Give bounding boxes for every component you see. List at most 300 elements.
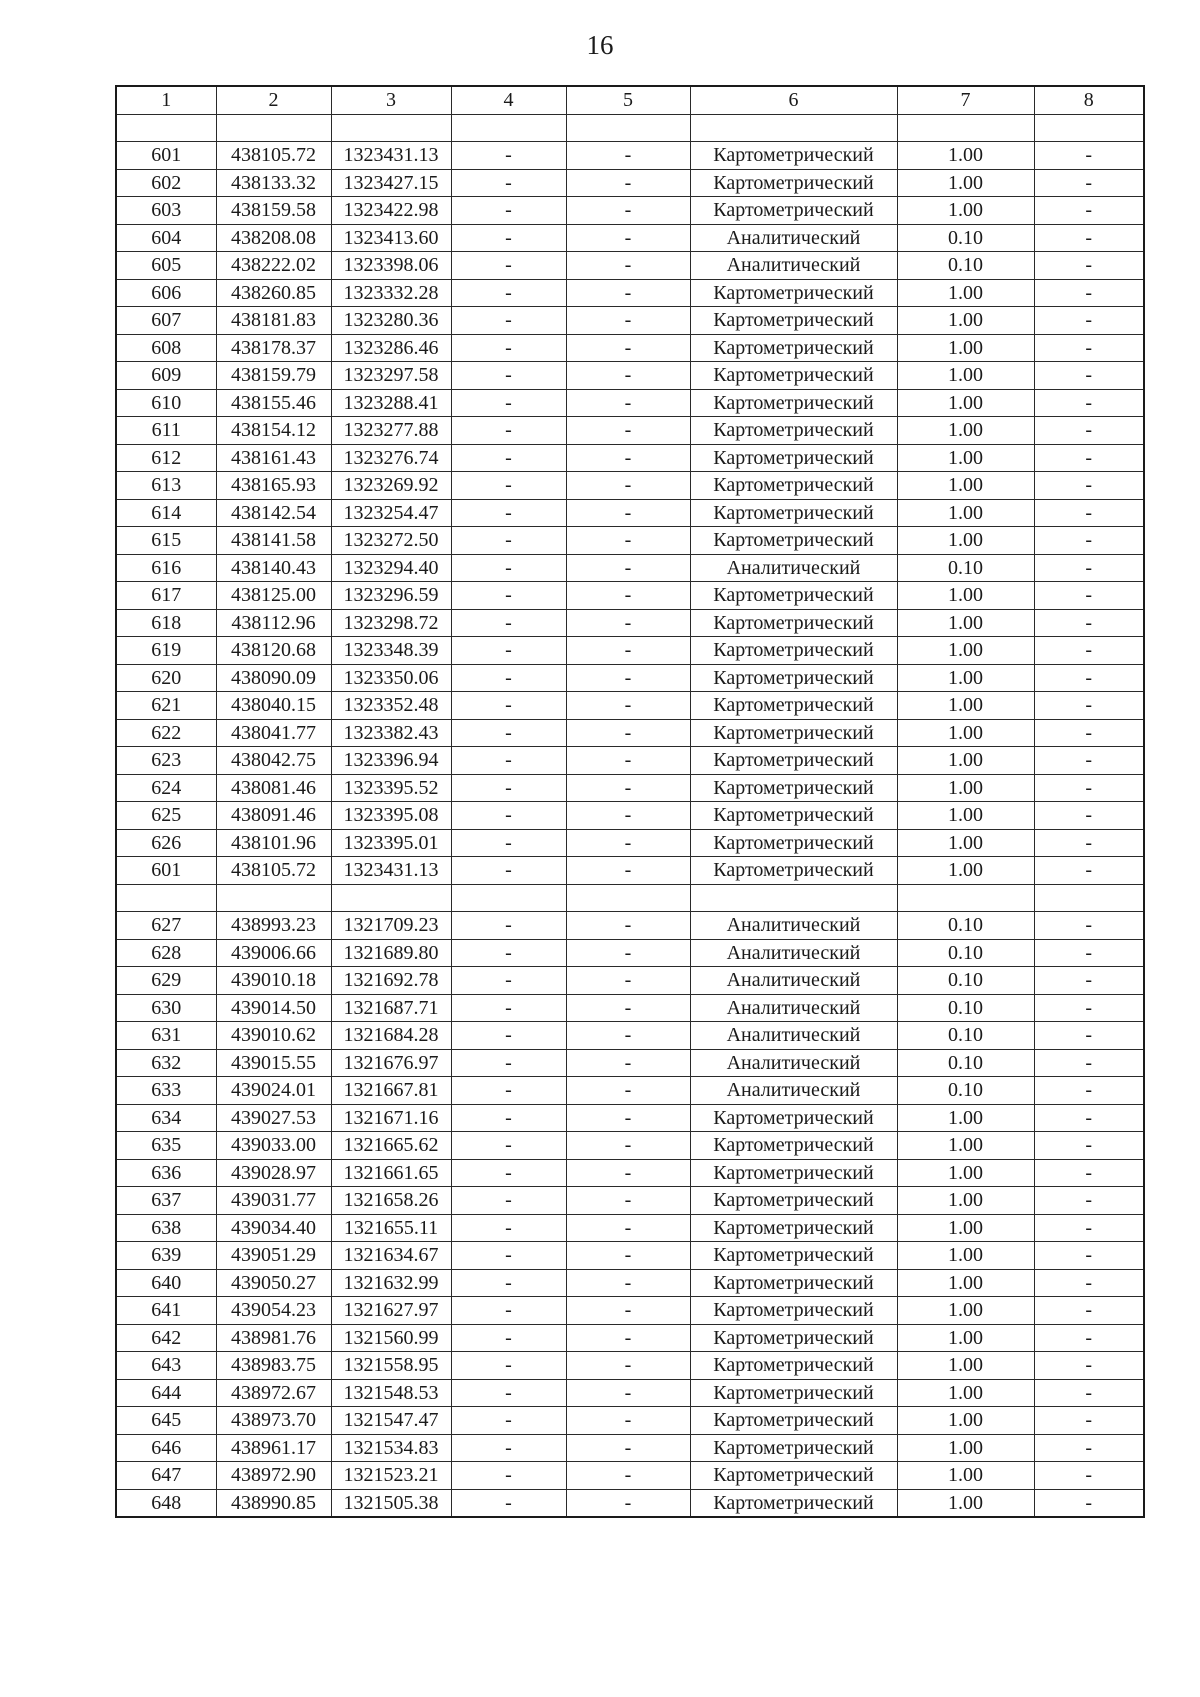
table-cell: Картометрический bbox=[690, 417, 897, 445]
table-cell: 1.00 bbox=[897, 774, 1034, 802]
table-cell: 1.00 bbox=[897, 169, 1034, 197]
table-cell: Картометрический bbox=[690, 279, 897, 307]
table-cell: 1323269.92 bbox=[331, 472, 451, 500]
table-cell: - bbox=[1034, 1214, 1144, 1242]
table-cell: - bbox=[451, 1297, 566, 1325]
table-cell bbox=[116, 114, 216, 142]
table-cell: - bbox=[566, 417, 690, 445]
table-cell: 1323348.39 bbox=[331, 637, 451, 665]
table-cell: 1.00 bbox=[897, 1269, 1034, 1297]
column-header: 5 bbox=[566, 86, 690, 114]
table-cell: - bbox=[566, 939, 690, 967]
table-cell: Картометрический bbox=[690, 747, 897, 775]
table-cell: - bbox=[1034, 142, 1144, 170]
table-cell: 636 bbox=[116, 1159, 216, 1187]
table-cell: 438993.23 bbox=[216, 912, 331, 940]
table-cell: - bbox=[451, 417, 566, 445]
table-cell: Картометрический bbox=[690, 719, 897, 747]
table-cell: - bbox=[1034, 1407, 1144, 1435]
table-row bbox=[116, 444, 1144, 472]
table-cell: 1.00 bbox=[897, 197, 1034, 225]
table-cell: 439050.27 bbox=[216, 1269, 331, 1297]
table-cell: - bbox=[566, 1132, 690, 1160]
table-cell: - bbox=[451, 252, 566, 280]
table-cell: 1323431.13 bbox=[331, 142, 451, 170]
table-cell: - bbox=[566, 1242, 690, 1270]
table-cell: 1.00 bbox=[897, 1214, 1034, 1242]
table-cell: 607 bbox=[116, 307, 216, 335]
table-cell: Картометрический bbox=[690, 857, 897, 885]
table-cell: 1.00 bbox=[897, 1132, 1034, 1160]
table-cell: 0.10 bbox=[897, 554, 1034, 582]
table-cell: - bbox=[566, 1434, 690, 1462]
table-cell: 1323395.52 bbox=[331, 774, 451, 802]
table-cell: 1.00 bbox=[897, 472, 1034, 500]
table-cell: Картометрический bbox=[690, 1434, 897, 1462]
table-cell: 604 bbox=[116, 224, 216, 252]
table-cell: 438081.46 bbox=[216, 774, 331, 802]
table-cell: 438159.79 bbox=[216, 362, 331, 390]
table-row bbox=[116, 1352, 1144, 1380]
table-cell: 438105.72 bbox=[216, 857, 331, 885]
table-cell: - bbox=[566, 169, 690, 197]
table-cell bbox=[1034, 114, 1144, 142]
table-cell: 1.00 bbox=[897, 1242, 1034, 1270]
table-cell: 1323296.59 bbox=[331, 582, 451, 610]
table-cell: 1.00 bbox=[897, 1352, 1034, 1380]
table-cell: 632 bbox=[116, 1049, 216, 1077]
table-cell: - bbox=[566, 1324, 690, 1352]
table-cell: - bbox=[566, 1159, 690, 1187]
table-cell: 642 bbox=[116, 1324, 216, 1352]
table-cell: 626 bbox=[116, 829, 216, 857]
table-cell: Картометрический bbox=[690, 527, 897, 555]
table-cell bbox=[331, 114, 451, 142]
table-cell: 645 bbox=[116, 1407, 216, 1435]
table-cell: - bbox=[451, 197, 566, 225]
table-row bbox=[116, 252, 1144, 280]
table-cell: - bbox=[1034, 472, 1144, 500]
table-cell: 1321634.67 bbox=[331, 1242, 451, 1270]
table-cell: 1321547.47 bbox=[331, 1407, 451, 1435]
table-cell: 631 bbox=[116, 1022, 216, 1050]
table-cell: 1321665.62 bbox=[331, 1132, 451, 1160]
table-cell: - bbox=[566, 444, 690, 472]
table-cell: - bbox=[1034, 664, 1144, 692]
table-cell: 1321627.97 bbox=[331, 1297, 451, 1325]
table-cell: 1321676.97 bbox=[331, 1049, 451, 1077]
table-cell: - bbox=[1034, 499, 1144, 527]
table-cell: - bbox=[451, 334, 566, 362]
table-cell: - bbox=[566, 389, 690, 417]
table-cell: - bbox=[1034, 582, 1144, 610]
table-row bbox=[116, 967, 1144, 995]
table-cell: 438165.93 bbox=[216, 472, 331, 500]
table-cell: Картометрический bbox=[690, 1297, 897, 1325]
table-cell: 1.00 bbox=[897, 1297, 1034, 1325]
table-cell: 601 bbox=[116, 142, 216, 170]
table-cell: - bbox=[451, 142, 566, 170]
table-cell: - bbox=[451, 637, 566, 665]
table-cell: 616 bbox=[116, 554, 216, 582]
table-cell: - bbox=[1034, 912, 1144, 940]
table-cell: - bbox=[451, 472, 566, 500]
table-cell: - bbox=[451, 1022, 566, 1050]
table-row bbox=[116, 1434, 1144, 1462]
table-cell: Картометрический bbox=[690, 802, 897, 830]
table-cell: 635 bbox=[116, 1132, 216, 1160]
table-row bbox=[116, 1489, 1144, 1517]
table-cell: Картометрический bbox=[690, 1104, 897, 1132]
table-cell: - bbox=[566, 1297, 690, 1325]
table-cell: 1.00 bbox=[897, 417, 1034, 445]
table-row bbox=[116, 637, 1144, 665]
table-cell: 1.00 bbox=[897, 279, 1034, 307]
table-cell bbox=[690, 884, 897, 912]
table-cell: 630 bbox=[116, 994, 216, 1022]
table-cell: - bbox=[451, 802, 566, 830]
table-cell: 439024.01 bbox=[216, 1077, 331, 1105]
table-cell: 439015.55 bbox=[216, 1049, 331, 1077]
table-row bbox=[116, 857, 1144, 885]
table-cell: Картометрический bbox=[690, 499, 897, 527]
table-cell: 1.00 bbox=[897, 609, 1034, 637]
table-row bbox=[116, 499, 1144, 527]
table-cell: 602 bbox=[116, 169, 216, 197]
table-cell: 624 bbox=[116, 774, 216, 802]
table-cell: 1323288.41 bbox=[331, 389, 451, 417]
table-row bbox=[116, 279, 1144, 307]
table-cell: - bbox=[451, 1407, 566, 1435]
table-cell: - bbox=[1034, 389, 1144, 417]
table-cell: - bbox=[451, 967, 566, 995]
table-cell: - bbox=[566, 1407, 690, 1435]
table-cell: - bbox=[451, 527, 566, 555]
table-cell: Картометрический bbox=[690, 1269, 897, 1297]
table-cell: - bbox=[1034, 692, 1144, 720]
table-cell: 439051.29 bbox=[216, 1242, 331, 1270]
table-cell: 1321671.16 bbox=[331, 1104, 451, 1132]
table-cell: 1.00 bbox=[897, 747, 1034, 775]
table-cell: - bbox=[1034, 1159, 1144, 1187]
table-cell: - bbox=[566, 912, 690, 940]
table-cell: 1.00 bbox=[897, 1462, 1034, 1490]
table-cell: Аналитический bbox=[690, 224, 897, 252]
table-cell: - bbox=[1034, 1489, 1144, 1517]
table-cell: 1323298.72 bbox=[331, 609, 451, 637]
table-cell: - bbox=[451, 1434, 566, 1462]
table-cell: - bbox=[566, 802, 690, 830]
table-cell: 439031.77 bbox=[216, 1187, 331, 1215]
table-cell: 1323395.08 bbox=[331, 802, 451, 830]
table-cell: 438161.43 bbox=[216, 444, 331, 472]
table-cell: 1323396.94 bbox=[331, 747, 451, 775]
table-cell: - bbox=[566, 527, 690, 555]
table-cell: 438990.85 bbox=[216, 1489, 331, 1517]
table-cell: - bbox=[451, 747, 566, 775]
table-cell: - bbox=[1034, 554, 1144, 582]
table-cell: - bbox=[451, 774, 566, 802]
table-row bbox=[116, 169, 1144, 197]
table-cell: - bbox=[451, 1077, 566, 1105]
table-cell: - bbox=[566, 1077, 690, 1105]
table-cell: - bbox=[566, 994, 690, 1022]
table-cell: 1321548.53 bbox=[331, 1379, 451, 1407]
table-row bbox=[116, 1214, 1144, 1242]
table-cell: 1323332.28 bbox=[331, 279, 451, 307]
table-cell: 438972.67 bbox=[216, 1379, 331, 1407]
table-cell: 1.00 bbox=[897, 1159, 1034, 1187]
table-cell: - bbox=[1034, 362, 1144, 390]
table-cell: 0.10 bbox=[897, 967, 1034, 995]
table-cell: - bbox=[451, 664, 566, 692]
table-row bbox=[116, 1077, 1144, 1105]
table-row bbox=[116, 1022, 1144, 1050]
table-cell: 438159.58 bbox=[216, 197, 331, 225]
table-cell: 438178.37 bbox=[216, 334, 331, 362]
table-row bbox=[116, 472, 1144, 500]
table-cell: - bbox=[1034, 967, 1144, 995]
table-cell: 634 bbox=[116, 1104, 216, 1132]
table-row bbox=[116, 417, 1144, 445]
table-cell: - bbox=[1034, 417, 1144, 445]
table-cell: - bbox=[566, 1214, 690, 1242]
table-cell: Картометрический bbox=[690, 1462, 897, 1490]
table-cell: - bbox=[451, 389, 566, 417]
table-cell: Аналитический bbox=[690, 1077, 897, 1105]
table-cell: 438973.70 bbox=[216, 1407, 331, 1435]
table-cell: 633 bbox=[116, 1077, 216, 1105]
table-cell: - bbox=[1034, 197, 1144, 225]
table-cell: Картометрический bbox=[690, 1159, 897, 1187]
table-cell: 1.00 bbox=[897, 1407, 1034, 1435]
table-cell: - bbox=[566, 362, 690, 390]
page-number: 16 bbox=[586, 30, 614, 60]
table-cell: - bbox=[1034, 224, 1144, 252]
table-cell: Картометрический bbox=[690, 829, 897, 857]
table-cell: - bbox=[1034, 637, 1144, 665]
table-cell: 601 bbox=[116, 857, 216, 885]
table-cell: - bbox=[1034, 994, 1144, 1022]
table-cell: 1.00 bbox=[897, 1187, 1034, 1215]
table-cell: 1321689.80 bbox=[331, 939, 451, 967]
table-cell: 438105.72 bbox=[216, 142, 331, 170]
table-row bbox=[116, 1407, 1144, 1435]
table-cell: - bbox=[566, 279, 690, 307]
table-cell: 1323352.48 bbox=[331, 692, 451, 720]
table-cell: 1321560.99 bbox=[331, 1324, 451, 1352]
table-cell: 614 bbox=[116, 499, 216, 527]
table-cell: 1.00 bbox=[897, 582, 1034, 610]
table-cell: Картометрический bbox=[690, 664, 897, 692]
table-cell: - bbox=[1034, 1462, 1144, 1490]
table-cell: - bbox=[451, 912, 566, 940]
table-cell: 438972.90 bbox=[216, 1462, 331, 1490]
table-row bbox=[116, 664, 1144, 692]
table-cell: - bbox=[566, 1269, 690, 1297]
table-cell: 1.00 bbox=[897, 857, 1034, 885]
table-cell: 438208.08 bbox=[216, 224, 331, 252]
table-cell: - bbox=[451, 1049, 566, 1077]
table-cell: 438222.02 bbox=[216, 252, 331, 280]
table-cell: - bbox=[451, 609, 566, 637]
table-cell: - bbox=[566, 1489, 690, 1517]
table-cell: - bbox=[1034, 1132, 1144, 1160]
table-cell: 608 bbox=[116, 334, 216, 362]
table-cell: Аналитический bbox=[690, 1049, 897, 1077]
table-row bbox=[116, 389, 1144, 417]
table-cell: 1.00 bbox=[897, 307, 1034, 335]
table-cell: Картометрический bbox=[690, 389, 897, 417]
table-cell: 1321658.26 bbox=[331, 1187, 451, 1215]
table-cell: 439034.40 bbox=[216, 1214, 331, 1242]
column-header: 3 bbox=[331, 86, 451, 114]
table-cell: - bbox=[1034, 1352, 1144, 1380]
table-cell: 438981.76 bbox=[216, 1324, 331, 1352]
coordinates-table bbox=[115, 85, 1145, 1518]
table-cell: 0.10 bbox=[897, 1022, 1034, 1050]
table-cell: - bbox=[566, 637, 690, 665]
table-cell bbox=[566, 114, 690, 142]
table-cell: Картометрический bbox=[690, 1242, 897, 1270]
table-cell: 1321684.28 bbox=[331, 1022, 451, 1050]
table-cell: 615 bbox=[116, 527, 216, 555]
table-cell: 641 bbox=[116, 1297, 216, 1325]
table-cell: - bbox=[566, 967, 690, 995]
table-row bbox=[116, 1462, 1144, 1490]
table-cell: 1323395.01 bbox=[331, 829, 451, 857]
table-cell: 609 bbox=[116, 362, 216, 390]
table-row bbox=[116, 774, 1144, 802]
table-cell: Картометрический bbox=[690, 609, 897, 637]
table-cell: 438112.96 bbox=[216, 609, 331, 637]
table-cell: - bbox=[1034, 1379, 1144, 1407]
table-row bbox=[116, 1297, 1144, 1325]
table-cell: 1.00 bbox=[897, 1379, 1034, 1407]
table-cell: - bbox=[451, 719, 566, 747]
table-row bbox=[116, 1242, 1144, 1270]
table-cell: 1323272.50 bbox=[331, 527, 451, 555]
table-cell: 1323297.58 bbox=[331, 362, 451, 390]
table-cell: Картометрический bbox=[690, 362, 897, 390]
table-cell: Картометрический bbox=[690, 169, 897, 197]
table-cell: - bbox=[451, 169, 566, 197]
table-cell: 438040.15 bbox=[216, 692, 331, 720]
table-cell: 1.00 bbox=[897, 802, 1034, 830]
table-cell: - bbox=[1034, 252, 1144, 280]
table-cell: 439010.18 bbox=[216, 967, 331, 995]
table-cell: 1321692.78 bbox=[331, 967, 451, 995]
table-cell bbox=[216, 884, 331, 912]
table-cell: 0.10 bbox=[897, 1077, 1034, 1105]
table-cell: 438983.75 bbox=[216, 1352, 331, 1380]
table-cell: 1.00 bbox=[897, 829, 1034, 857]
table-row bbox=[116, 912, 1144, 940]
table-cell: - bbox=[1034, 1049, 1144, 1077]
table-row bbox=[116, 554, 1144, 582]
table-cell: 1.00 bbox=[897, 692, 1034, 720]
table-cell: - bbox=[451, 1379, 566, 1407]
table-cell: 625 bbox=[116, 802, 216, 830]
table-cell: - bbox=[451, 1489, 566, 1517]
table-cell: 438142.54 bbox=[216, 499, 331, 527]
table-cell: 0.10 bbox=[897, 939, 1034, 967]
table-cell: 648 bbox=[116, 1489, 216, 1517]
table-cell bbox=[216, 114, 331, 142]
table-cell: Картометрический bbox=[690, 444, 897, 472]
table-cell: 1323427.15 bbox=[331, 169, 451, 197]
table-cell: 1.00 bbox=[897, 664, 1034, 692]
table-cell: 0.10 bbox=[897, 224, 1034, 252]
table-row bbox=[116, 1269, 1144, 1297]
table-cell: 438042.75 bbox=[216, 747, 331, 775]
table-row bbox=[116, 224, 1144, 252]
table-cell: - bbox=[1034, 857, 1144, 885]
table-cell: 439028.97 bbox=[216, 1159, 331, 1187]
table-cell: 1321667.81 bbox=[331, 1077, 451, 1105]
table-cell: - bbox=[1034, 719, 1144, 747]
table-cell: Картометрический bbox=[690, 582, 897, 610]
table-cell: - bbox=[451, 224, 566, 252]
table-cell: - bbox=[1034, 444, 1144, 472]
table-cell: - bbox=[451, 444, 566, 472]
table-cell: - bbox=[566, 1104, 690, 1132]
table-cell: 1321709.23 bbox=[331, 912, 451, 940]
table-cell: 439006.66 bbox=[216, 939, 331, 967]
table-cell: Картометрический bbox=[690, 1352, 897, 1380]
table-cell bbox=[116, 884, 216, 912]
table-cell: 1.00 bbox=[897, 389, 1034, 417]
column-header: 8 bbox=[1034, 86, 1144, 114]
table-cell: 439010.62 bbox=[216, 1022, 331, 1050]
table-cell: 438961.17 bbox=[216, 1434, 331, 1462]
table-cell: 1321523.21 bbox=[331, 1462, 451, 1490]
table-row bbox=[116, 609, 1144, 637]
column-header: 1 bbox=[116, 86, 216, 114]
table-cell: 0.10 bbox=[897, 994, 1034, 1022]
table-cell: 646 bbox=[116, 1434, 216, 1462]
table-cell: 438181.83 bbox=[216, 307, 331, 335]
table-cell: Картометрический bbox=[690, 307, 897, 335]
table-cell: 620 bbox=[116, 664, 216, 692]
table-cell: - bbox=[451, 1214, 566, 1242]
table-cell: Картометрический bbox=[690, 637, 897, 665]
table-cell: - bbox=[451, 1352, 566, 1380]
table-cell: - bbox=[566, 499, 690, 527]
table-cell: - bbox=[566, 857, 690, 885]
table-cell: - bbox=[1034, 1077, 1144, 1105]
table-cell: 438141.58 bbox=[216, 527, 331, 555]
table-cell: - bbox=[451, 1324, 566, 1352]
table-row bbox=[116, 362, 1144, 390]
table-cell: Картометрический bbox=[690, 142, 897, 170]
table-cell: 623 bbox=[116, 747, 216, 775]
table-cell bbox=[451, 884, 566, 912]
table-cell: 627 bbox=[116, 912, 216, 940]
table-cell: 612 bbox=[116, 444, 216, 472]
table-cell: 606 bbox=[116, 279, 216, 307]
table-row bbox=[116, 1159, 1144, 1187]
table-cell: - bbox=[451, 857, 566, 885]
table-cell: 1.00 bbox=[897, 1434, 1034, 1462]
table-cell: Аналитический bbox=[690, 1022, 897, 1050]
table-cell: 1323398.06 bbox=[331, 252, 451, 280]
table-row bbox=[116, 802, 1144, 830]
table-cell: - bbox=[566, 692, 690, 720]
table-cell: Картометрический bbox=[690, 1379, 897, 1407]
table-cell: 0.10 bbox=[897, 252, 1034, 280]
table-cell: 619 bbox=[116, 637, 216, 665]
